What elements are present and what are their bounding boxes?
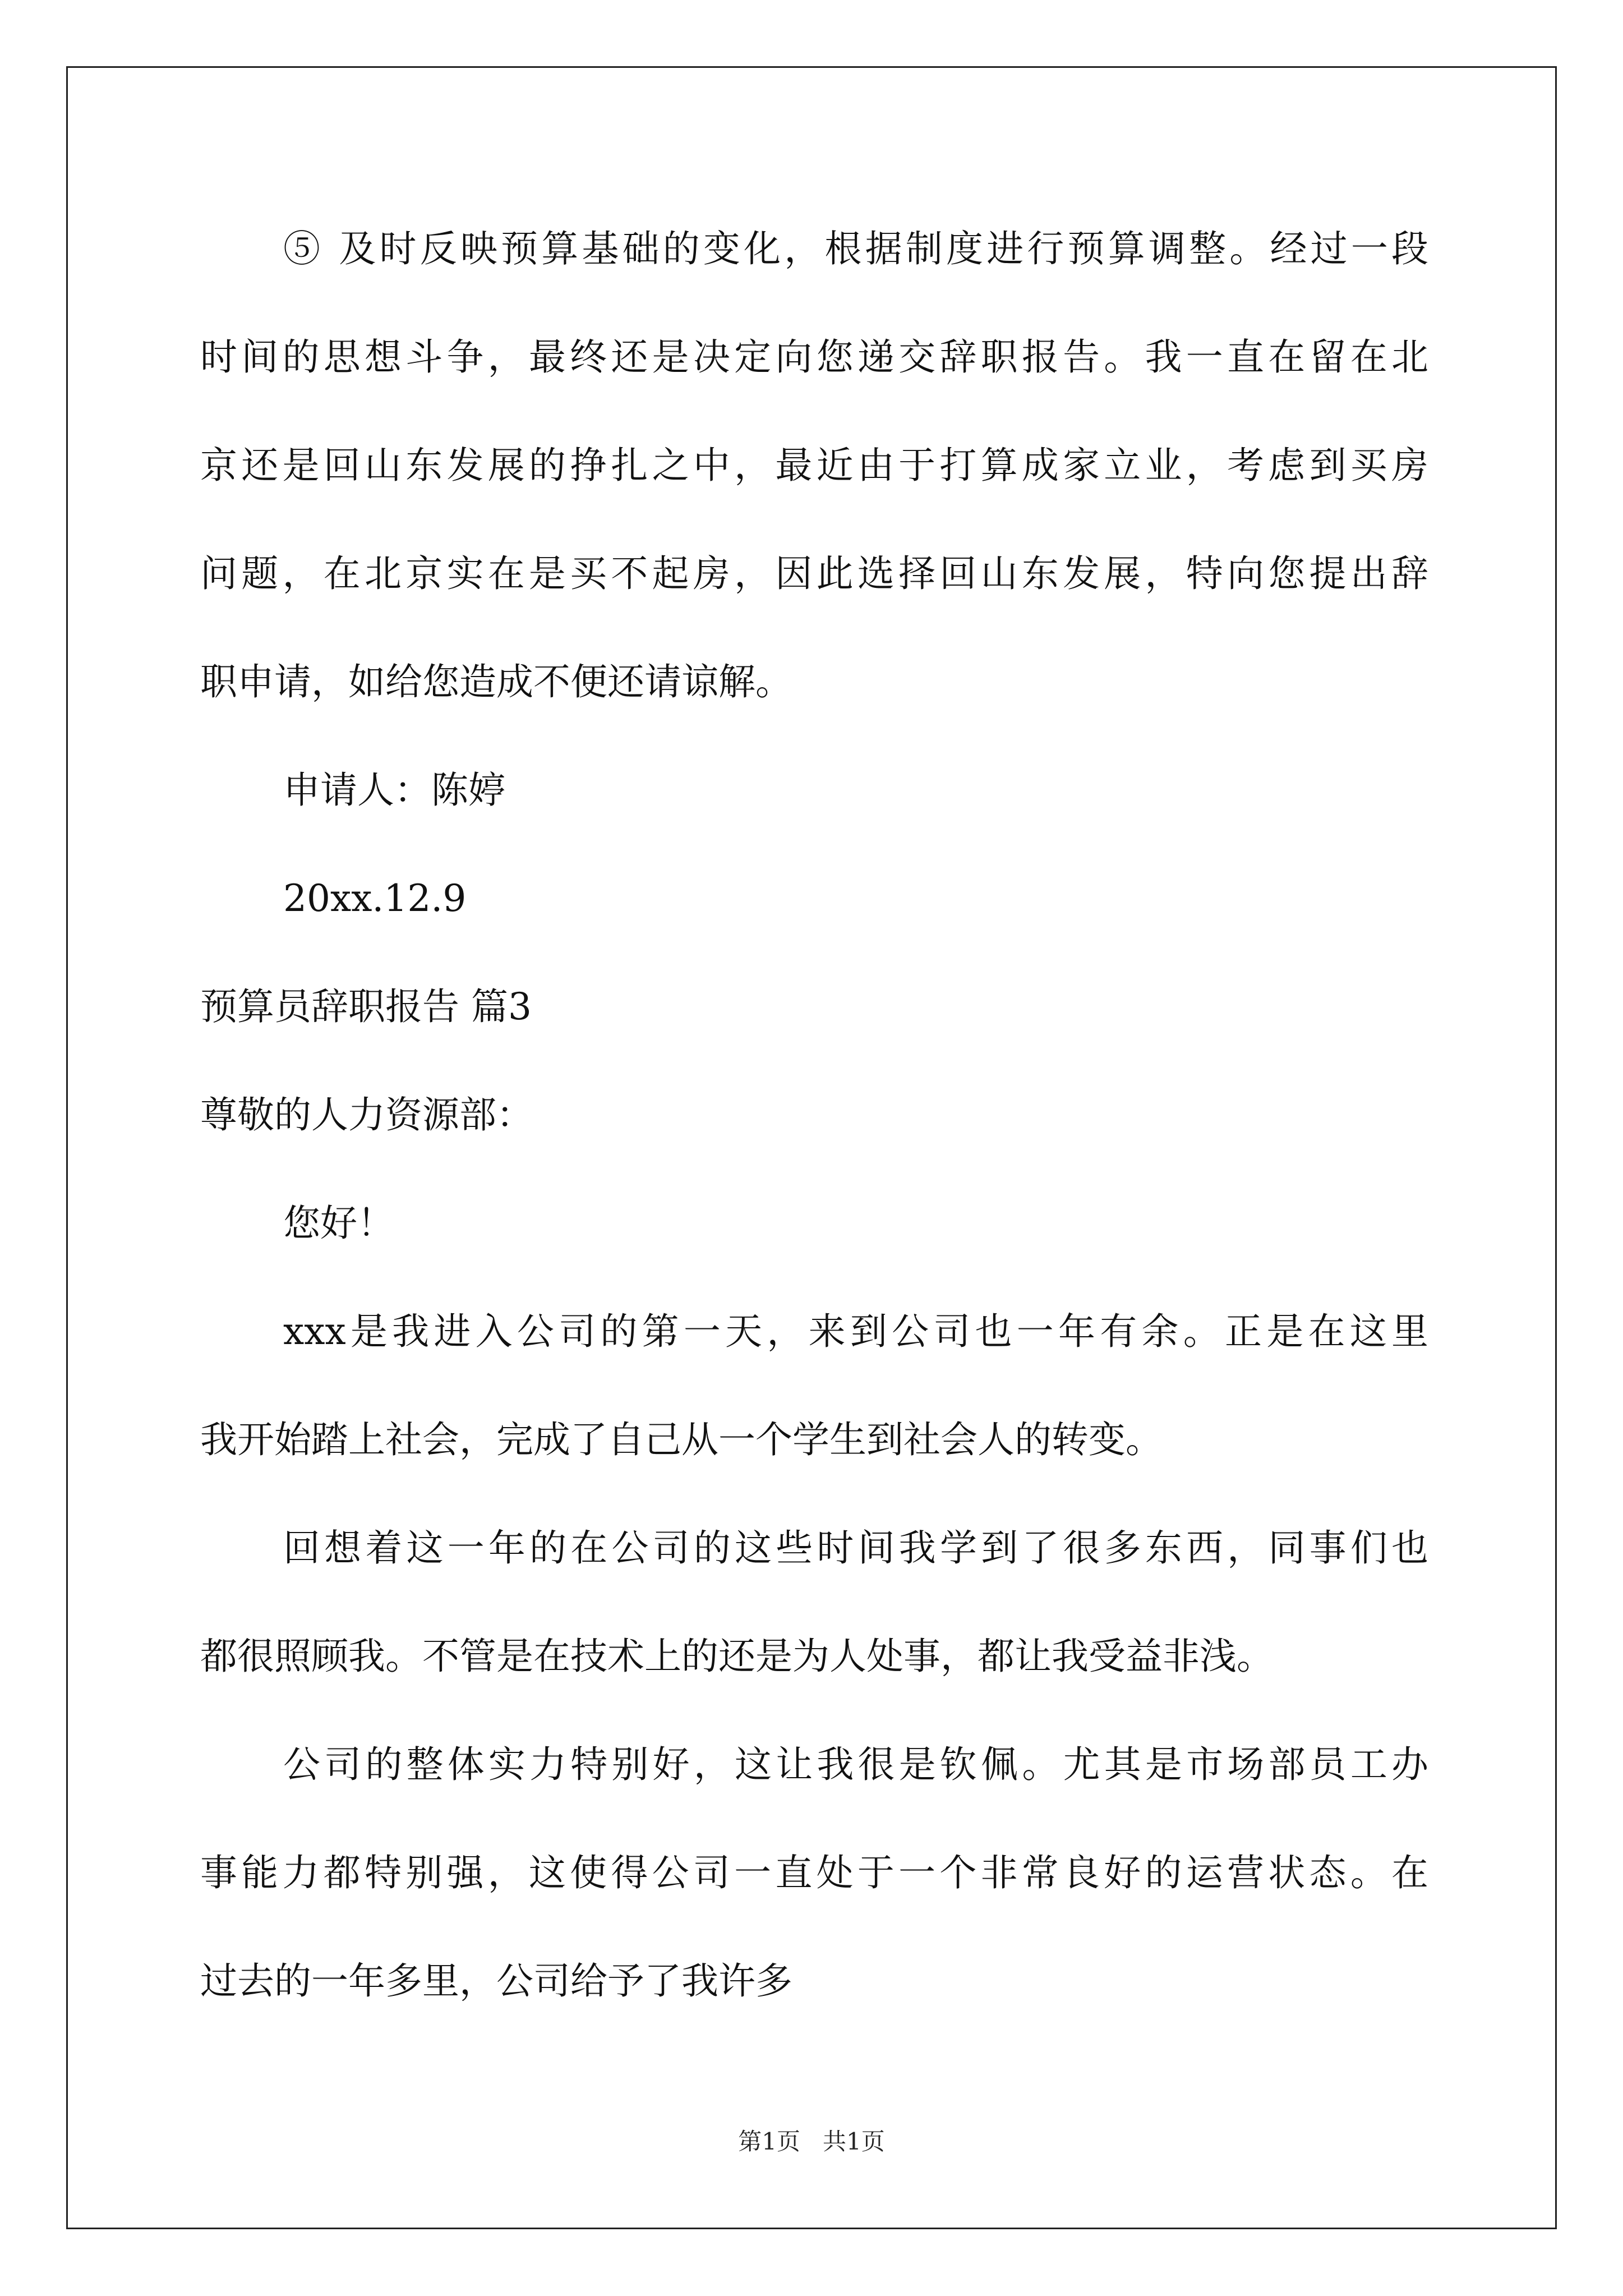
page-footer xyxy=(0,2126,1623,2157)
section-heading: 预算员辞职报告 篇3 xyxy=(200,985,532,1028)
paragraph-line: 我开始踏上社会，完成了自己从一个学生到社会人的转变。 xyxy=(200,1418,1163,1461)
paragraph-line: 问题，在北京实在是买不起房，因此选择回山东发展，特向您提出辞 xyxy=(200,552,1428,595)
paragraph-line: 京还是回山东发展的挣扎之中，最近由于打算成家立业，考虑到买房 xyxy=(200,444,1428,487)
page-total: 共1页 xyxy=(823,2128,885,2155)
paragraph-line: 过去的一年多里，公司给予了我许多 xyxy=(200,1959,792,2003)
paragraph-line: xxx是我进入公司的第一天，来到公司也一年有余。正是在这里 xyxy=(283,1310,1428,1353)
date-line: 20xx.12.9 xyxy=(283,877,467,920)
signature-line: 申请人：陈婷 xyxy=(283,769,505,812)
paragraph-line: 职申请，如给您造成不便还请谅解。 xyxy=(200,660,792,703)
paragraph-line: 都很照顾我。不管是在技术上的还是为人处事，都让我受益非浅。 xyxy=(200,1635,1274,1678)
page-border xyxy=(66,66,1557,2229)
page-number: 第1页 xyxy=(738,2128,800,2155)
paragraph-line: 时间的思想斗争，最终还是决定向您递交辞职报告。我一直在留在北 xyxy=(200,335,1428,379)
paragraph-line: ⑤ 及时反映预算基础的变化，根据制度进行预算调整。经过一段 xyxy=(283,227,1428,270)
salutation: 尊敬的人力资源部： xyxy=(200,1093,533,1137)
paragraph-line: 回想着这一年的在公司的这些时间我学到了很多东西，同事们也 xyxy=(283,1526,1428,1570)
greeting: 您好！ xyxy=(283,1202,394,1245)
paragraph-line: 事能力都特别强，这使得公司一直处于一个非常良好的运营状态。在 xyxy=(200,1851,1428,1894)
paragraph-line: 公司的整体实力特别好，这让我很是钦佩。尤其是市场部员工办 xyxy=(283,1743,1428,1786)
